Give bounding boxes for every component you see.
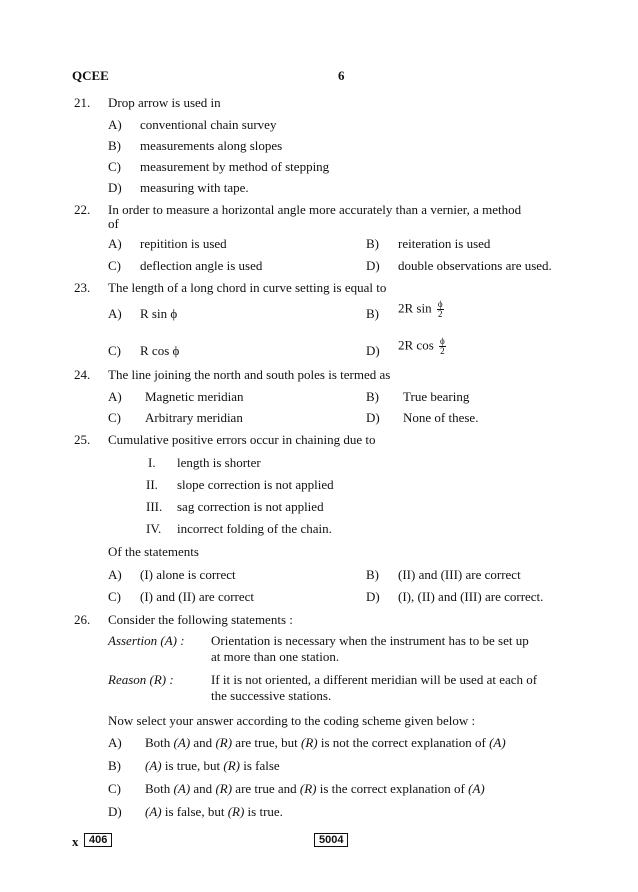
assertion-label: Assertion (A) :	[108, 633, 185, 648]
option-text: reiteration is used	[398, 236, 491, 251]
exam-code: QCEE	[72, 68, 109, 83]
option-key: A)	[108, 306, 122, 321]
reason-label: Reason (R) :	[108, 672, 174, 687]
statement-text: length is shorter	[177, 455, 261, 470]
option-key: A)	[108, 567, 122, 582]
fraction-numerator: ϕ	[437, 299, 443, 309]
option-text: Both (A) and (R) are true and (R) is the correct explanation of (A)	[145, 781, 485, 796]
option-key: C)	[108, 258, 121, 273]
fraction-denominator: 2	[440, 346, 445, 356]
option-text: (II) and (III) are correct	[398, 567, 521, 582]
option-key: B)	[366, 306, 379, 321]
option-text: True bearing	[403, 389, 470, 404]
statement-number: III.	[146, 499, 163, 514]
fraction-numerator: ϕ	[440, 336, 445, 346]
footer-code-center: 5004	[314, 833, 348, 847]
question-text: Cumulative positive errors occur in chaining due to	[108, 432, 376, 447]
option-key: B)	[366, 236, 379, 251]
option-key: B)	[108, 138, 121, 153]
question-number: 23.	[74, 280, 91, 295]
option-key: D)	[108, 804, 122, 819]
option-text: Arbitrary meridian	[145, 410, 243, 425]
option-text: (A) is false, but (R) is true.	[145, 804, 283, 819]
option-key: C)	[108, 343, 121, 358]
statement-number: IV.	[146, 521, 162, 536]
option-key: A)	[108, 236, 122, 251]
option-key: D)	[366, 258, 380, 273]
question-text: Drop arrow is used in	[108, 95, 221, 110]
question-number: 26.	[74, 612, 91, 627]
option-key: C)	[108, 781, 121, 796]
reason-text: If it is not oriented, a different meridian will be used at each of	[211, 672, 538, 687]
option-text: (I) alone is correct	[140, 567, 236, 582]
footer-code-left: 406	[84, 833, 112, 847]
option-text: R sin ϕ	[140, 306, 178, 321]
assertion-text-cont: at more than one station.	[211, 649, 340, 664]
question-text: Consider the following statements :	[108, 612, 293, 627]
question-text-cont: of	[108, 216, 119, 231]
option-text: 2R sin	[398, 300, 432, 316]
question-number: 24.	[74, 367, 91, 382]
option-text: Magnetic meridian	[145, 389, 244, 404]
option-key: A)	[108, 117, 122, 132]
fraction	[439, 337, 446, 356]
option-text: 2R cos	[398, 337, 434, 353]
series-mark: x	[72, 834, 79, 849]
statement-text: incorrect folding of the chain.	[177, 521, 332, 536]
option-text: None of these.	[403, 410, 479, 425]
option-key: C)	[108, 410, 121, 425]
option-text: repitition is used	[140, 236, 227, 251]
option-formula	[398, 337, 446, 356]
statement-number: I.	[148, 455, 156, 470]
option-text: measurement by method of stepping	[140, 159, 330, 174]
of-statements-label: Of the statements	[108, 544, 199, 559]
question-number: 25.	[74, 432, 91, 447]
option-key: D)	[366, 343, 380, 358]
fraction	[437, 300, 444, 319]
option-text: measuring with tape.	[140, 180, 249, 195]
fraction-denominator: 2	[437, 309, 443, 319]
assertion-text: Orientation is necessary when the instrument has to be set up	[211, 633, 529, 648]
page-number: 6	[338, 68, 345, 83]
question-number: 22.	[74, 202, 91, 217]
option-text: deflection angle is used	[140, 258, 263, 273]
option-text: (I) and (II) are correct	[140, 589, 255, 604]
option-text: (I), (II) and (III) are correct.	[398, 589, 544, 604]
option-text: (A) is true, but (R) is false	[145, 758, 280, 773]
option-key: C)	[108, 589, 121, 604]
option-key: B)	[366, 567, 379, 582]
question-text: The line joining the north and south poles is termed as	[108, 367, 391, 382]
question-text: The length of a long chord in curve setting is equal to	[108, 280, 387, 295]
option-text: Both (A) and (R) are true, but (R) is not the correct explanation of (A)	[145, 735, 506, 750]
statement-number: II.	[146, 477, 158, 492]
option-key: D)	[366, 589, 380, 604]
option-text: conventional chain survey	[140, 117, 277, 132]
option-key: C)	[108, 159, 121, 174]
question-text: In order to measure a horizontal angle more accurately than a vernier, a method	[108, 202, 522, 217]
reason-text-cont: the successive stations.	[211, 688, 332, 703]
option-key: A)	[108, 389, 122, 404]
option-key: D)	[108, 180, 122, 195]
statement-text: slope correction is not applied	[177, 477, 334, 492]
option-key: D)	[366, 410, 380, 425]
option-key: B)	[366, 389, 379, 404]
option-key: A)	[108, 735, 122, 750]
option-text: R cos ϕ	[140, 343, 180, 358]
option-text: measurements along slopes	[140, 138, 283, 153]
instruction-text: Now select your answer according to the coding scheme given below :	[108, 713, 476, 728]
statement-text: sag correction is not applied	[177, 499, 324, 514]
question-number: 21.	[74, 95, 91, 110]
option-key: B)	[108, 758, 121, 773]
option-formula	[398, 300, 444, 319]
option-text: double observations are used.	[398, 258, 552, 273]
